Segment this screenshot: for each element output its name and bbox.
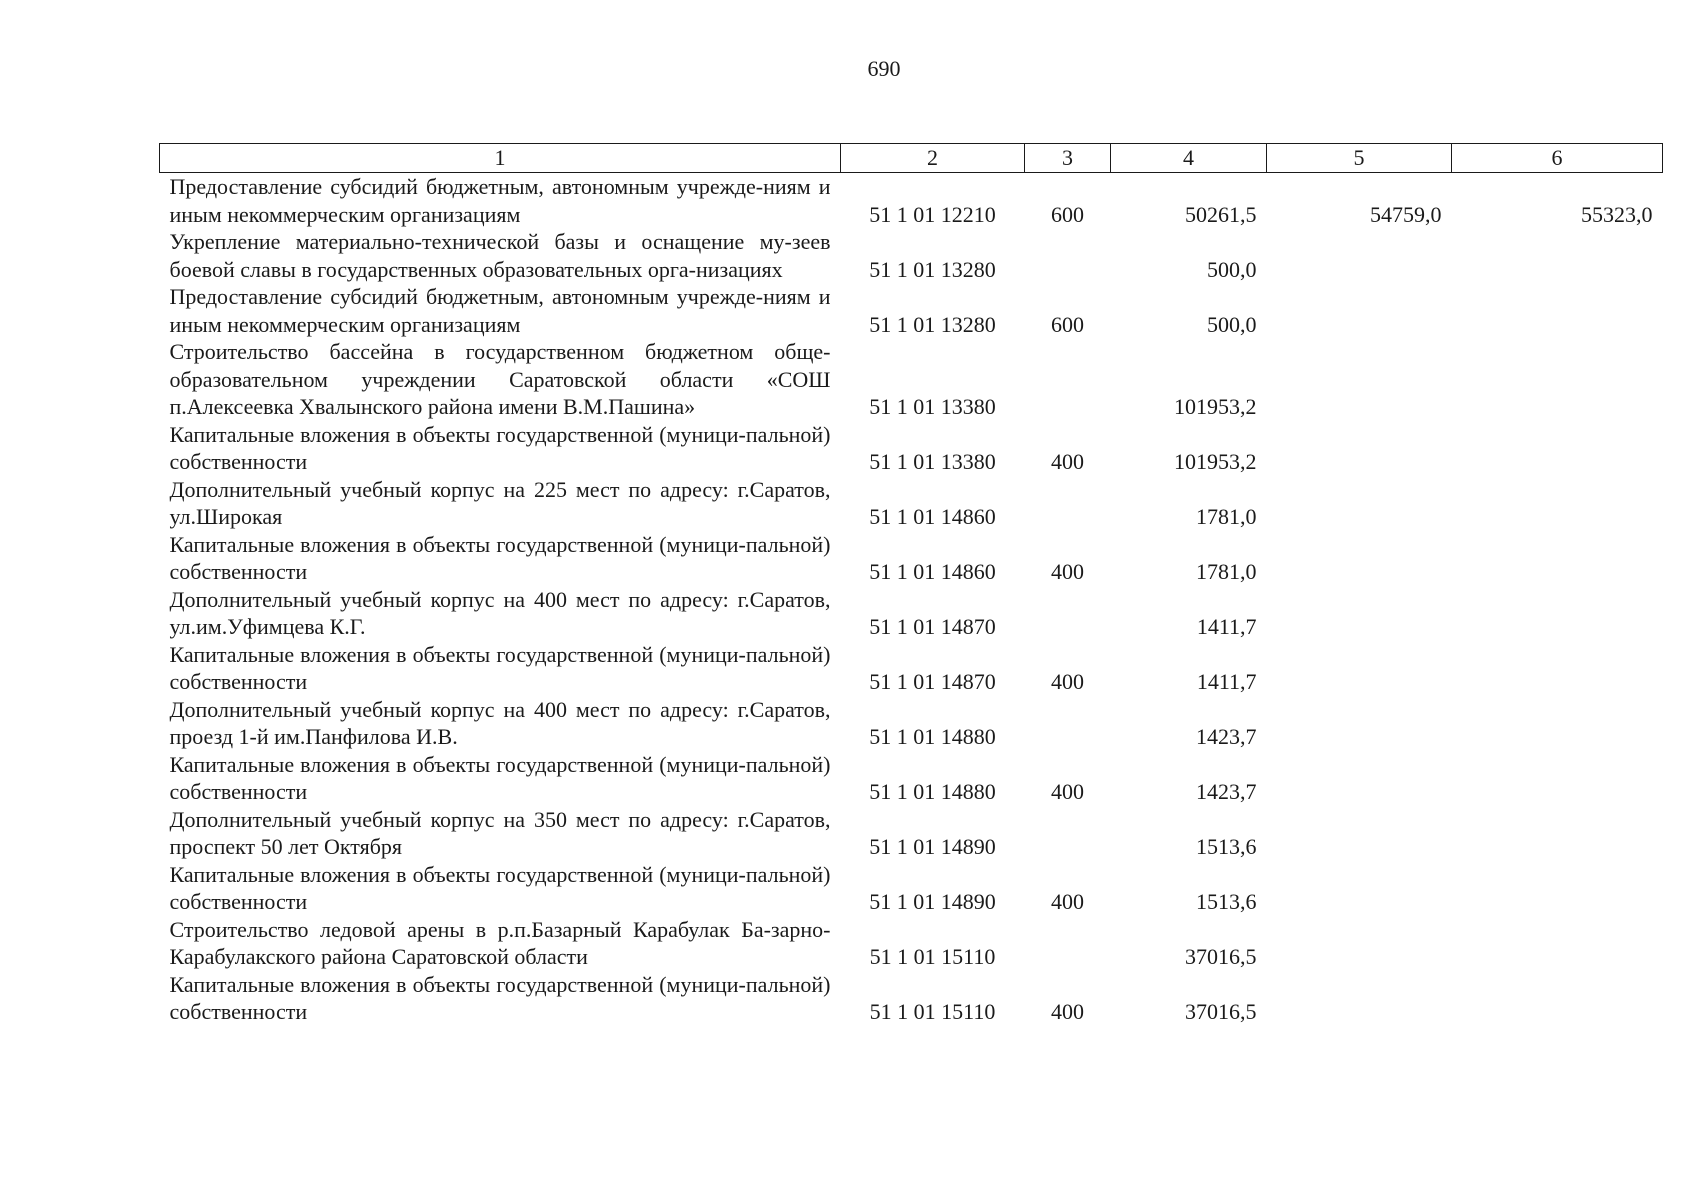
row-name: Предоставление субсидий бюджетным, автономным учрежде-ниям и иным некоммерческим организациям [169,284,831,337]
table-header-row [160,144,1663,173]
row-value-col4: 101953,2 [1174,394,1257,419]
budget-table [159,143,1663,1026]
row-code: 51 1 01 13280 [869,311,996,337]
row-value-col5 [1267,641,1452,696]
row-expense-type: 400 [1051,779,1084,804]
row-value-col4: 50261,5 [1185,201,1257,227]
table-row [160,531,1663,586]
row-expense-type [1025,916,1111,971]
row-value-col5 [1267,696,1452,751]
row-value-col6 [1452,531,1663,586]
row-value-col4: 1513,6 [1196,834,1257,859]
row-value-col5 [1267,916,1452,971]
column-header-1: 1 [160,144,841,173]
row-value-col5 [1267,531,1452,586]
row-value-col5 [1267,861,1452,916]
table-row [160,421,1663,476]
row-expense-type [1025,806,1111,861]
column-header-5: 5 [1267,144,1452,173]
column-header-2: 2 [841,144,1025,173]
row-code: 51 1 01 14860 [869,559,996,584]
row-value-col4: 1513,6 [1196,889,1257,914]
row-code: 51 1 01 12210 [869,201,996,227]
row-name: Предоставление субсидий бюджетным, автономным учрежде-ниям и иным некоммерческим организациям [169,174,831,227]
row-value-col6 [1452,641,1663,696]
row-expense-type: 600 [1051,201,1084,227]
table-row [160,586,1663,641]
row-value-col6 [1452,696,1663,751]
row-name: Дополнительный учебный корпус на 350 мест по адресу: г.Саратов, проспект 50 лет Октября [169,806,831,859]
row-value-col5 [1267,971,1452,1026]
row-value-col4: 37016,5 [1185,944,1257,969]
row-expense-type: 400 [1051,669,1084,694]
row-expense-type [1025,586,1111,641]
table-row [160,283,1663,338]
row-value-col6 [1452,476,1663,531]
row-value-col6 [1452,751,1663,806]
row-value-col4: 101953,2 [1174,449,1257,474]
row-code: 51 1 01 15110 [869,944,996,969]
table-row [160,173,1663,229]
row-code: 51 1 01 14890 [869,889,996,914]
row-value-col4: 1781,0 [1196,504,1257,529]
row-expense-type [1025,338,1111,421]
row-value-col6 [1452,806,1663,861]
row-value-col4: 37016,5 [1185,999,1257,1024]
row-name: Дополнительный учебный корпус на 400 мест по адресу: г.Саратов, проезд 1-й им.Панфилова И.В. [169,696,831,749]
row-value-col6 [1452,916,1663,971]
row-name: Дополнительный учебный корпус на 400 мест по адресу: г.Саратов, ул.им.Уфимцева К.Г. [169,586,831,639]
row-name: Строительство бассейна в государственном бюджетном обще-образовательном учреждении Саратовской области «СОШ п.Алексеевка Хвалынского района имени В.М.Пашина» [169,339,831,419]
table-row [160,228,1663,283]
row-value-col6 [1452,228,1663,283]
row-expense-type: 400 [1051,889,1084,914]
row-value-col6 [1452,283,1663,338]
row-expense-type: 400 [1051,449,1084,474]
table-body [160,173,1663,1026]
row-value-col5 [1267,751,1452,806]
row-name: Капитальные вложения в объекты государственной (муници-пальной) собственности [169,971,831,1024]
row-name: Строительство ледовой арены в р.п.Базарный Карабулак Ба-зарно-Карабулакского района Саратовской области [169,916,831,969]
row-name: Дополнительный учебный корпус на 225 мест по адресу: г.Саратов, ул.Широкая [169,476,831,529]
row-value-col4: 500,0 [1207,256,1257,282]
table-row [160,971,1663,1026]
column-header-4: 4 [1111,144,1267,173]
row-code: 51 1 01 14880 [869,724,996,749]
row-code: 51 1 01 14870 [869,614,996,639]
row-value-col5 [1267,586,1452,641]
table-row [160,861,1663,916]
row-code: 51 1 01 13380 [869,449,996,474]
row-value-col6 [1452,586,1663,641]
row-code: 51 1 01 14890 [869,834,996,859]
page-number: 690 [867,56,901,81]
row-value-col6 [1452,861,1663,916]
row-expense-type [1025,476,1111,531]
row-value-col5 [1267,476,1452,531]
column-header-3: 3 [1025,144,1111,173]
row-name: Капитальные вложения в объекты государственной (муници-пальной) собственности [169,641,831,694]
table-row [160,641,1663,696]
row-value-col4: 1423,7 [1196,779,1257,804]
table-row [160,916,1663,971]
row-value-col5 [1267,283,1452,338]
row-code: 51 1 01 15110 [869,999,996,1024]
table-row [160,696,1663,751]
row-value-col4: 1411,7 [1196,669,1257,694]
row-name: Капитальные вложения в объекты государственной (муници-пальной) собственности [169,861,831,914]
row-value-col4: 1423,7 [1196,724,1257,749]
row-code: 51 1 01 14880 [869,779,996,804]
row-value-col4: 1411,7 [1196,614,1257,639]
row-code: 51 1 01 13280 [869,256,996,282]
row-value-col6 [1452,971,1663,1026]
table-row [160,338,1663,421]
row-code: 51 1 01 14870 [869,669,996,694]
row-name: Капитальные вложения в объекты государственной (муници-пальной) собственности [169,421,831,474]
row-expense-type [1025,696,1111,751]
row-value-col5 [1267,806,1452,861]
table-row [160,476,1663,531]
row-expense-type: 400 [1051,999,1084,1024]
row-value-col5 [1267,421,1452,476]
row-name: Укрепление материально-технической базы и оснащение му-зеев боевой славы в государственных образовательных орга-низациях [169,229,831,282]
table-row [160,751,1663,806]
row-value-col6 [1452,421,1663,476]
row-code: 51 1 01 14860 [869,504,996,529]
column-header-6: 6 [1452,144,1663,173]
row-value-col4: 500,0 [1207,311,1257,337]
row-value-col5: 54759,0 [1370,201,1442,227]
row-value-col5 [1267,228,1452,283]
row-expense-type: 400 [1051,559,1084,584]
row-value-col6 [1452,338,1663,421]
row-value-col5 [1267,338,1452,421]
row-expense-type: 600 [1051,311,1084,337]
row-name: Капитальные вложения в объекты государственной (муници-пальной) собственности [169,531,831,584]
row-value-col6: 55323,0 [1581,201,1653,227]
table-row [160,806,1663,861]
row-code: 51 1 01 13380 [869,394,996,419]
row-name: Капитальные вложения в объекты государственной (муници-пальной) собственности [169,751,831,804]
row-value-col4: 1781,0 [1196,559,1257,584]
row-expense-type [1025,228,1111,283]
